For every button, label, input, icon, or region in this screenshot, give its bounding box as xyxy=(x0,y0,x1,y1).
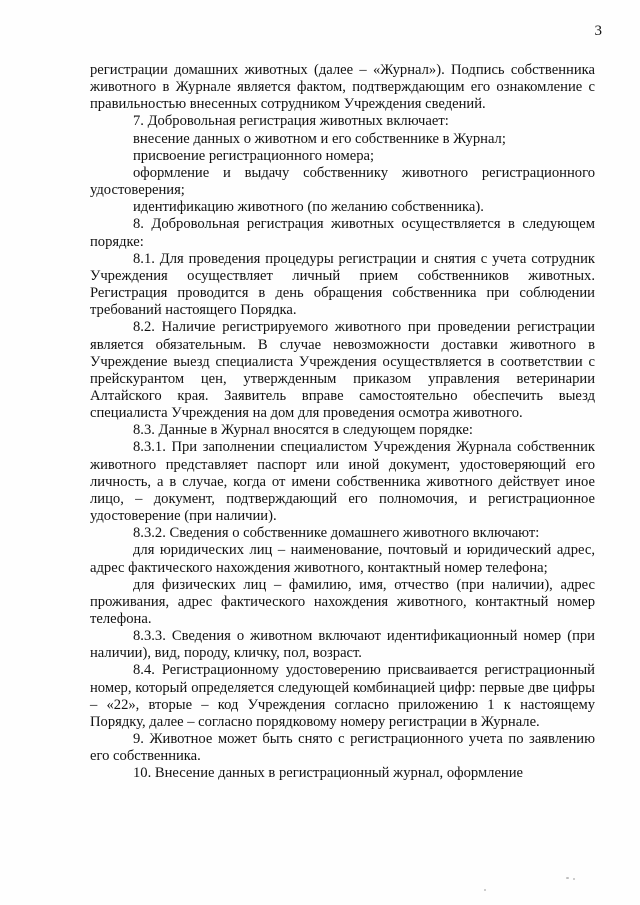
paragraph-item-7-certificate: оформление и выдачу собственнику животного регистрационного удостоверения; xyxy=(90,164,595,199)
paragraph-item-8-3: 8.3. Данные в Журнал вносятся в следующем порядке: xyxy=(133,422,473,439)
paragraph-item-8-3-2: 8.3.2. Сведения о собственнике домашнего животного включают: xyxy=(133,525,540,542)
paragraph-item-10: 10. Внесение данных в регистрационный журнал, оформление xyxy=(133,765,524,782)
scan-speck xyxy=(566,877,569,879)
paragraph-item-8-4: 8.4. Регистрационному удостоверению присваивается регистрационный номер, который определяется следующей комбинацией цифр: первые две цифры – «22», вторые – код Учреждения согласно приложению 1 к настоящему Порядку, далее – согласно порядковому номеру регистрации в Журнале. xyxy=(90,662,595,730)
paragraph-item-8-3-1: 8.3.1. При заполнении специалистом Учреждения Журнала собственник животного представляет паспорт или иной документ, удостоверяющий его личность, а в случае, когда от имени собственника животного действует иное лицо, – документ, подтверждающий его полномочия, и регистрационное удостоверение (при наличии). xyxy=(90,439,595,525)
paragraph-item-8-1: 8.1. Для проведения процедуры регистрации и снятия с учета сотрудник Учреждения осуществляет личный прием собственников животных. Регистрация проводится в день обращения собственника при соблюдении требований настоящего Порядка. xyxy=(90,250,595,319)
paragraph-item-7-entry-data: внесение данных о животном и его собственнике в Журнал; xyxy=(133,130,506,147)
paragraph-item-7-number: присвоение регистрационного номера; xyxy=(133,147,375,164)
paragraph-registration-journal: регистрации домашних животных (далее – «Журнал»). Подпись собственника животного в Журнале является фактом, подтверждающим его ознакомление с правильностью внесенных сотрудником Учреждения сведений. xyxy=(90,62,595,113)
paragraph-item-8-2: 8.2. Наличие регистрируемого животного при проведении регистрации является обязательным. В случае невозможности доставки животного в Учреждение выезд специалиста Учреждения осуществляется в соответствии с прейскурантом цен, утвержденным приказом управления ветеринарии Алтайского края. Заявитель вправе самостоятельно обеспечить выезд специалиста Учреждения на дом для проведения осмотра животного. xyxy=(90,319,595,422)
paragraph-individuals: для физических лиц – фамилию, имя, отчество (при наличии), адрес проживания, адрес фактического нахождения животного, контактный номер телефона. xyxy=(90,576,595,627)
paragraph-item-8: 8. Добровольная регистрация животных осуществляется в следующем порядке: xyxy=(90,216,595,250)
paragraph-item-8-3-3: 8.3.3. Сведения о животном включают идентификационный номер (при наличии), вид, породу, кличку, пол, возраст. xyxy=(90,628,595,662)
paragraph-legal-entities: для юридических лиц – наименование, почтовый и юридический адрес, адрес фактического нахождения животного, контактный номер телефона; xyxy=(90,542,595,576)
document-body xyxy=(90,62,595,783)
paragraph-item-7: 7. Добровольная регистрация животных включает: xyxy=(133,113,449,130)
scan-speck xyxy=(573,878,575,880)
scan-speck xyxy=(484,889,486,891)
paragraph-item-9: 9. Животное может быть снято с регистрационного учета по заявлению его собственника. xyxy=(90,731,595,765)
paragraph-item-7-identification: идентификацию животного (по желанию собственника). xyxy=(133,199,484,216)
page-number: 3 xyxy=(594,23,602,39)
